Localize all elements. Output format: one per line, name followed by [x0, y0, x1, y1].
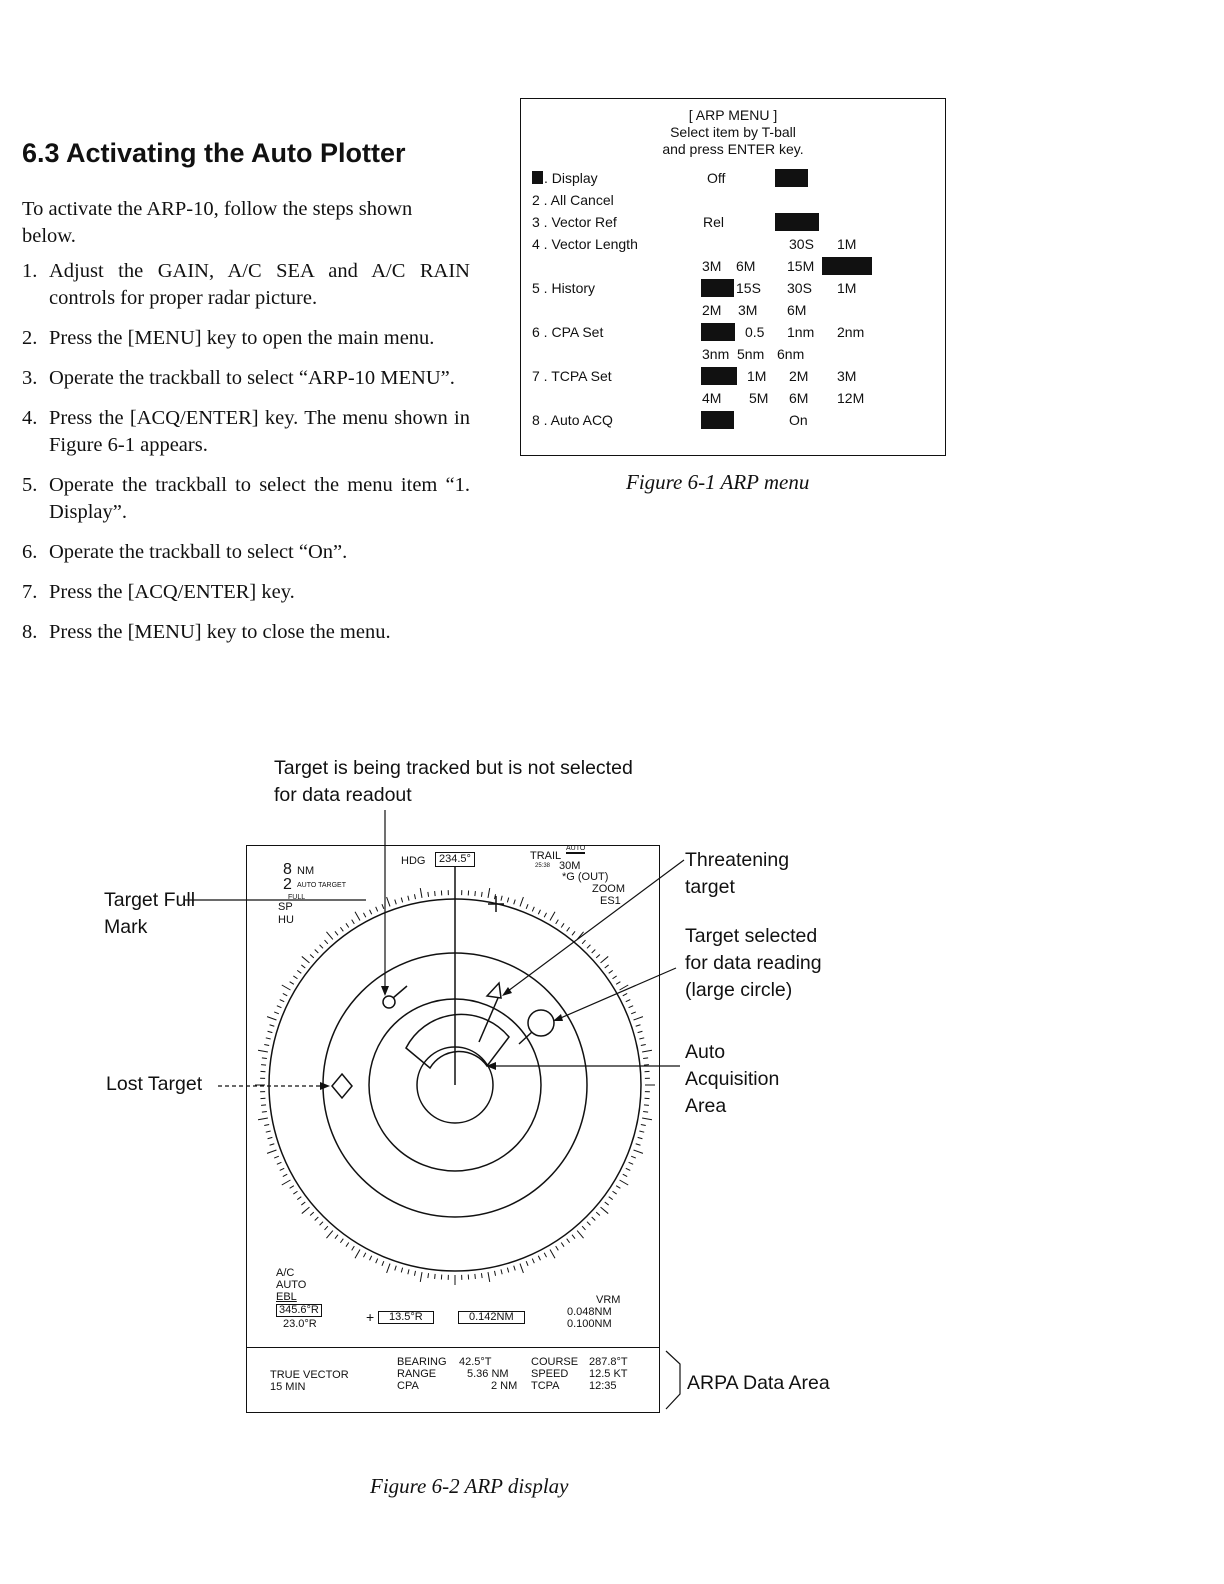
vrm2-value: 0.100NM [567, 1318, 612, 1330]
option-vector-rel[interactable]: Rel [703, 214, 725, 230]
bearing-tick [435, 1274, 436, 1279]
sp-label: SP [278, 901, 293, 913]
menu-item-vector-length[interactable]: 4 . Vector Length [532, 236, 638, 252]
bearing-tick [401, 898, 402, 903]
g-out-label: *G (OUT) [562, 871, 609, 883]
bearing-tick [641, 1044, 646, 1045]
step-number: 3. [22, 367, 38, 389]
bearing-tick [572, 1235, 575, 1239]
option-vl-30s[interactable]: 30S [789, 236, 814, 252]
bearing-tick [315, 950, 319, 953]
bearing-tick [370, 910, 372, 914]
bearing-tick [297, 970, 301, 973]
callout-full-mark-line1: Target Full [104, 889, 196, 911]
bearing-tick [274, 1156, 279, 1158]
bearing-tick [642, 1118, 652, 1120]
bearing-tick [326, 1231, 332, 1239]
callout-tracked-line1: Target is being tracked but is not selected [274, 757, 633, 779]
bearing-tick [634, 1017, 643, 1020]
full-label: FULL [288, 894, 306, 901]
bearing-tick [544, 913, 546, 917]
step-number: 5. [22, 474, 38, 496]
bearing-tick [507, 898, 508, 903]
step-number: 6. [22, 541, 38, 563]
true-vector-label: TRUE VECTOR [270, 1369, 349, 1381]
bearing-tick [310, 955, 314, 958]
bearing-tick [376, 1259, 378, 1264]
ebl-label: EBL [276, 1291, 297, 1303]
bearing-tick [605, 965, 609, 968]
bearing-tick [616, 1186, 620, 1189]
bearing-tick [258, 1050, 268, 1052]
bearing-tick [274, 1012, 279, 1014]
option-h-15s[interactable]: 15S [736, 280, 761, 296]
vector-time-label: 15 MIN [270, 1381, 306, 1393]
bearing-tick [301, 965, 305, 968]
bearing-tick [280, 1000, 284, 1002]
bearing-tick [264, 1044, 269, 1045]
option-h-2m[interactable]: 2M [702, 302, 722, 318]
callout-arpa-data-area: ARPA Data Area [687, 1372, 830, 1394]
step-text: Adjust the GAIN, A/C SEA and A/C RAIN controls for proper radar picture. [49, 260, 470, 309]
callout-full-mark-line2: Mark [104, 916, 148, 938]
option-h-3m[interactable]: 3M [738, 302, 758, 318]
option-cpa-6nm[interactable]: 6nm [777, 346, 805, 362]
bearing-tick [631, 1012, 636, 1014]
bearing-tick [634, 1150, 643, 1153]
bearing-tick [270, 1144, 275, 1146]
bearing-tick [315, 1217, 319, 1220]
step-number: 7. [22, 581, 38, 603]
tcpa-value: 12:35 [589, 1380, 617, 1392]
bearing-tick [643, 1058, 648, 1059]
option-tcpa-4m[interactable]: 4M [702, 390, 722, 406]
bearing-tick [355, 912, 360, 921]
option-cpa-3nm[interactable]: 3nm [702, 346, 730, 362]
bearing-tick [428, 892, 429, 897]
bearing-tick [325, 1226, 328, 1230]
bearing-tick [261, 1065, 266, 1066]
bearing-tick [561, 923, 564, 927]
bearing-tick [435, 891, 436, 896]
step-number: 1. [22, 260, 38, 282]
bearing-tick [638, 1137, 643, 1138]
option-acq-on[interactable]: On [789, 412, 808, 428]
leader-selected [556, 968, 676, 1020]
bearing-tick [282, 1180, 291, 1185]
bearing-tick [414, 1271, 415, 1276]
bearing-tick [395, 900, 397, 905]
bearing-tick [268, 1137, 273, 1138]
step-text: Press the [MENU] key to close the menu. [49, 621, 391, 643]
hdg-value-box: 234.5° [435, 852, 475, 867]
trail-label: TRAIL [530, 850, 562, 862]
lost-target-icon [332, 1074, 352, 1098]
hu-label: HU [278, 914, 294, 926]
bearing-tick [609, 970, 613, 973]
bearing-tick [626, 1168, 630, 1170]
vrm1-value: 0.048NM [567, 1306, 612, 1318]
step-number: 4. [22, 407, 38, 429]
menu-item-history[interactable]: 5 . History [532, 280, 596, 296]
bearing-tick [310, 1212, 314, 1215]
bearing-tick [644, 1105, 649, 1106]
callout-selected-line3: (large circle) [685, 979, 793, 1001]
bearing-tick [268, 1031, 273, 1032]
menu-instruction-1: Select item by T-ball [670, 124, 796, 140]
bearing-tick [352, 1246, 355, 1250]
figure-6-1-caption: Figure 6-1 ARP menu [626, 470, 810, 494]
course-value: 287.8°T [589, 1356, 628, 1368]
option-vl-6m[interactable]: 6M [736, 258, 756, 274]
bearing-tick [507, 1268, 508, 1273]
bearing-tick [261, 1105, 266, 1106]
bearing-value: 42.5°T [459, 1356, 492, 1368]
option-cpa-2nm[interactable]: 2nm [837, 324, 865, 340]
option-tcpa-6m[interactable]: 6M [789, 390, 809, 406]
bearing-tick [526, 1261, 528, 1266]
menu-instruction-2: and press ENTER key. [662, 141, 804, 157]
bearing-tick [320, 1222, 323, 1226]
bearing-tick [638, 1031, 643, 1032]
bearing-tick [592, 950, 596, 953]
option-tcpa-12m[interactable]: 12M [837, 390, 865, 406]
bearing-tick [290, 1186, 294, 1189]
threatening-target-vector [479, 998, 498, 1042]
bearing-tick [277, 1006, 282, 1008]
callout-selected-line1: Target selected [685, 925, 818, 947]
step-text: Operate the trackball to select “On”. [49, 541, 348, 563]
intro-paragraph: To activate the ARP-10, follow the steps shown below. [22, 198, 413, 247]
option-h-30s[interactable]: 30S [787, 280, 812, 296]
bearing-tick [623, 1174, 627, 1176]
bearing-tick [550, 912, 555, 921]
bearing-tick [629, 1162, 634, 1164]
bearing-tick [636, 1144, 641, 1146]
tcpa-label: TCPA [531, 1380, 560, 1392]
auto-label: AUTO [276, 1279, 307, 1291]
bearing-tick [414, 894, 415, 899]
option-display-off[interactable]: Off [707, 170, 726, 186]
step-text: Press the [MENU] key to open the main menu. [49, 327, 435, 349]
arrow-acq-icon [486, 1062, 496, 1070]
bearing-tick [596, 1212, 600, 1215]
bearing-tick [577, 1231, 583, 1239]
bearing-tick [370, 1256, 372, 1260]
ac-label: A/C [276, 1267, 295, 1279]
range-label: RANGE [397, 1368, 437, 1380]
option-h-6m[interactable]: 6M [787, 302, 807, 318]
bearing-tick [520, 1264, 523, 1273]
step-number: 2. [22, 327, 38, 349]
bearing-tick [538, 910, 540, 914]
bearing-tick [626, 1000, 630, 1002]
bearing-tick [408, 1269, 409, 1274]
trail-auto: AUTO [566, 845, 586, 852]
bearing-tick [355, 1250, 360, 1259]
bearing-tick [301, 1202, 305, 1205]
option-cpa-05[interactable]: 0.5 [745, 324, 765, 340]
step-text: Operate the trackball to select “ARP-10 MENU”. [49, 367, 455, 389]
bearing-tick [488, 888, 490, 898]
bearing-tick [346, 1243, 349, 1247]
bearing-tick [302, 956, 310, 962]
bearing-tick [282, 985, 291, 990]
arrow-tracked-icon [381, 986, 389, 996]
bearing-tick [520, 897, 523, 906]
option-vl-1m[interactable]: 1M [837, 236, 857, 252]
bearing-tick [266, 1038, 271, 1039]
bearing-tick [582, 940, 585, 944]
bearing-tick [387, 897, 390, 906]
bearing-tick [293, 976, 297, 979]
cursor-plus-icon: + [366, 1309, 375, 1325]
bearing-tick [266, 1131, 271, 1132]
option-tcpa-3m[interactable]: 3M [837, 368, 857, 384]
bearing-tick [387, 1264, 390, 1273]
auto-target-label: AUTO TARGET [297, 882, 347, 889]
target-tracked-vector [393, 986, 407, 998]
arrow-threatening-icon [502, 987, 512, 996]
bearing-tick [561, 1243, 564, 1247]
step-text: Press the [ACQ/ENTER] key. The menu shown in Figure 6-1 appears. [49, 407, 470, 456]
bearing-tick [267, 1150, 276, 1153]
zoom-label: ZOOM [592, 883, 625, 895]
bearing-tick [609, 1197, 613, 1200]
bearing-tick [340, 1239, 343, 1243]
bearing-tick [340, 927, 343, 931]
bearing-tick [283, 1174, 287, 1176]
bearing-tick [582, 1226, 585, 1230]
arrow-lost-icon [320, 1082, 330, 1090]
bearing-tick [550, 1250, 555, 1259]
ebl2-value: 23.0°R [283, 1318, 317, 1330]
bearing-tick [572, 931, 575, 935]
bearing-tick [401, 1268, 402, 1273]
bearing-tick [475, 1274, 476, 1279]
es1-label: ES1 [600, 895, 621, 907]
bearing-tick [532, 1259, 534, 1264]
bearing-tick [352, 920, 355, 924]
course-label: COURSE [531, 1356, 579, 1368]
step-text: Press the [ACQ/ENTER] key. [49, 581, 295, 603]
bearing-tick [587, 945, 590, 949]
callout-threatening-line2: target [685, 876, 735, 898]
bearing-tick [267, 1017, 276, 1020]
acquisition-area-sector [406, 1014, 509, 1068]
menu-item-all-cancel[interactable]: 2 . All Cancel [532, 192, 614, 208]
bearing-tick [302, 1207, 310, 1213]
bearing-tick [325, 940, 328, 944]
callout-threatening-line1: Threatening [685, 849, 790, 871]
bearing-tick [495, 1271, 496, 1276]
bearing-tick [264, 1125, 269, 1126]
menu-item-tcpa-set[interactable]: 7 . TCPA Set [532, 368, 612, 384]
menu-item-display[interactable]: . Display [544, 170, 598, 186]
bearing-tick [613, 976, 617, 979]
trail-time: 30M [559, 860, 581, 872]
bearing-tick [601, 1207, 609, 1213]
section-heading: 6.3 Activating the Auto Plotter [22, 138, 406, 168]
bearing-tick [616, 982, 620, 985]
bearing-tick [639, 1038, 644, 1039]
callout-acq-line1: Auto [685, 1041, 726, 1063]
bearing-tick [623, 993, 627, 995]
bearing-tick [556, 920, 559, 924]
threatening-target-icon [487, 983, 501, 998]
figure-6-2-caption: Figure 6-2 ARP display [370, 1474, 569, 1498]
bearing-tick [644, 1065, 649, 1066]
bearing-tick [335, 931, 338, 935]
cpa-value: 2 NM [491, 1380, 518, 1392]
step-number: 8. [22, 621, 38, 643]
ebl1-value: 345.6°R [276, 1304, 322, 1317]
bearing-tick [587, 1222, 590, 1226]
menu-item-cpa-set[interactable]: 6 . CPA Set [532, 324, 604, 340]
bearing-tick [376, 907, 378, 912]
bearing-tick [280, 1168, 284, 1170]
bearing-tick [283, 993, 287, 995]
bearing-tick [408, 896, 409, 901]
bearing-label: BEARING [397, 1356, 447, 1368]
callout-acq-line2: Acquisition [685, 1068, 780, 1090]
bearing-tick [514, 1266, 516, 1271]
bearing-tick [501, 896, 502, 901]
callout-acq-line3: Area [685, 1095, 727, 1117]
option-vl-15m[interactable]: 15M [787, 258, 815, 274]
option-cpa-5nm[interactable]: 5nm [737, 346, 765, 362]
bearing-tick [538, 1256, 540, 1260]
bearing-tick [346, 923, 349, 927]
speed-label: SPEED [531, 1368, 569, 1380]
bearing-tick [420, 1272, 422, 1282]
cpa-label: CPA [397, 1380, 419, 1392]
ring-value: 2 [283, 876, 292, 893]
bearing-tick [636, 1025, 641, 1027]
bearing-tick [262, 1111, 267, 1112]
bearing-tick [631, 1156, 636, 1158]
bearing-tick [526, 904, 528, 909]
bearing-tick [643, 1111, 648, 1112]
menu-item-vector-ref[interactable]: 3 . Vector Ref [532, 214, 617, 230]
bearing-tick [335, 1235, 338, 1239]
callout-lost-target: Lost Target [106, 1073, 203, 1095]
arpa-area-bracket [666, 1351, 680, 1409]
bearing-tick [641, 1125, 646, 1126]
range-value: 8 [283, 861, 292, 878]
bearing-tick [270, 1025, 275, 1027]
menu-title: [ ARP MENU ] [688, 107, 778, 123]
callout-tracked-line2: for data readout [274, 784, 412, 806]
option-tcpa-5m[interactable]: 5M [749, 390, 769, 406]
arrow-selected-icon [553, 1014, 563, 1021]
bearing-tick [642, 1050, 652, 1052]
bearing-tick [428, 1273, 429, 1278]
bearing-tick [567, 927, 570, 931]
step-text: Operate the trackball to select the menu item “1. Display”. [49, 474, 470, 523]
bearing-tick [297, 1197, 301, 1200]
option-tcpa-1m[interactable]: 1M [747, 368, 767, 384]
hdg-label: HDG [401, 855, 426, 867]
vrm-label: VRM [596, 1294, 621, 1306]
bearing-tick [544, 1253, 546, 1257]
bearing-tick [395, 1266, 397, 1271]
callout-selected-line2: for data reading [685, 952, 822, 974]
menu-item-auto-acq[interactable]: 8 . Auto ACQ [532, 412, 613, 428]
range-unit: NM [297, 865, 315, 877]
option-h-1m[interactable]: 1M [837, 280, 857, 296]
range-data-value: 5.36 NM [467, 1368, 509, 1380]
bearing-tick [475, 891, 476, 896]
bearing-tick [556, 1246, 559, 1250]
bearing-tick [596, 955, 600, 958]
bearing-tick [326, 932, 332, 940]
bearing-tick [382, 904, 384, 909]
bearing-tick [592, 1217, 596, 1220]
bearing-tick [629, 1006, 634, 1008]
bearing-tick [481, 1273, 482, 1278]
bearing-tick [605, 1202, 609, 1205]
bearing-tick [501, 1269, 502, 1274]
bearing-tick [293, 1191, 297, 1194]
bearing-tick [382, 1261, 384, 1266]
cursor-range-box: 0.142NM [458, 1311, 525, 1324]
option-vl-3m[interactable]: 3M [702, 258, 722, 274]
bearing-tick [567, 1239, 570, 1243]
bearing-tick [290, 982, 294, 985]
bearing-tick [420, 888, 422, 898]
bearing-tick [481, 892, 482, 897]
bearing-tick [363, 1253, 365, 1257]
bearing-tick [613, 1191, 617, 1194]
option-cpa-1nm[interactable]: 1nm [787, 324, 815, 340]
bearing-tick [258, 1118, 268, 1120]
bearing-tick [262, 1058, 267, 1059]
bearing-tick [639, 1131, 644, 1132]
trail-small: 25:38 [535, 863, 551, 869]
bearing-tick [277, 1162, 282, 1164]
bearing-tick [601, 956, 609, 962]
bearing-tick [620, 1180, 629, 1185]
bearing-tick [488, 1272, 490, 1282]
bearing-tick [363, 913, 365, 917]
bearing-tick [320, 945, 323, 949]
bearing-tick [532, 907, 534, 912]
bearing-tick [514, 900, 516, 905]
option-tcpa-2m[interactable]: 2M [789, 368, 809, 384]
cursor-bearing-box: 13.5°R [378, 1311, 434, 1324]
speed-value: 12.5 KT [589, 1368, 628, 1380]
